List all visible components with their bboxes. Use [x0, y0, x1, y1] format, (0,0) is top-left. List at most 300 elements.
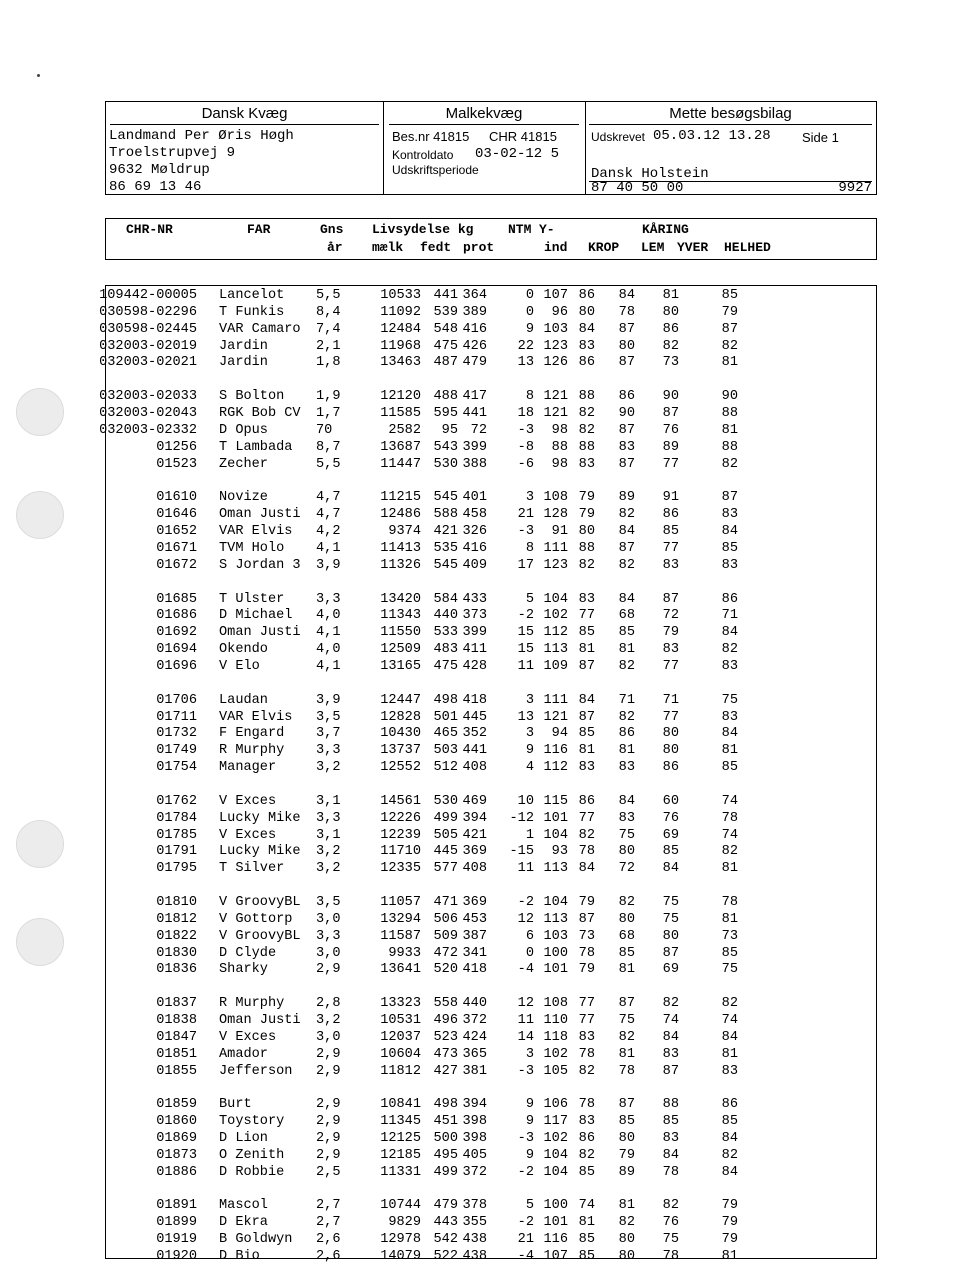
cell-ntm: -2: [517, 1164, 534, 1180]
cell-fedt: 577: [433, 861, 458, 877]
cell-chr-nr: 030598-02296: [99, 304, 197, 320]
cell-gns: 70: [316, 422, 333, 438]
cell-chr-nr: 109442-00005: [99, 288, 197, 303]
cell-yver: 84: [662, 1147, 679, 1163]
table-row: [106, 524, 876, 541]
cell-yver: 86: [662, 507, 679, 523]
cell-fedt: 501: [433, 709, 458, 725]
cell-lem: 84: [618, 793, 635, 809]
cell-krop: 85: [578, 1232, 595, 1248]
cell-yver: 69: [662, 827, 679, 843]
cell-lem: 82: [618, 507, 635, 523]
header-left-title: Dansk Kvæg: [201, 105, 288, 122]
cell-helhed: 81: [721, 1046, 738, 1062]
cell-gns: 2,9: [316, 1147, 341, 1163]
table-row: [106, 962, 876, 979]
cell-gns: 2,9: [316, 1046, 341, 1062]
cell-helhed: 83: [721, 658, 738, 674]
cell-prot: 387: [462, 928, 487, 944]
cell-maelk: 12978: [380, 1232, 421, 1248]
cell-prot: 409: [462, 557, 487, 573]
table-row: [106, 929, 876, 946]
cell-prot: 445: [462, 709, 487, 725]
cell-fedt: 475: [433, 658, 458, 674]
cell-lem: 87: [618, 422, 635, 438]
cell-helhed: 86: [721, 591, 738, 607]
table-row: [106, 760, 876, 777]
cell-prot: 453: [462, 911, 487, 927]
cell-krop: 84: [578, 692, 595, 708]
cell-prot: 441: [462, 743, 487, 759]
cell-far: Novize: [219, 490, 268, 506]
cell-maelk: 11968: [380, 338, 421, 354]
cell-yver: 83: [662, 1130, 679, 1146]
cell-fedt: 471: [433, 894, 458, 910]
cell-krop: 79: [578, 894, 595, 910]
cell-far: VAR Elvis: [219, 709, 293, 725]
cell-gns: 2,8: [316, 996, 341, 1011]
table-row: [106, 1232, 876, 1249]
cell-y-ind: 113: [543, 911, 568, 927]
table-row: [106, 828, 876, 845]
cell-far: B Goldwyn: [219, 1232, 293, 1248]
cell-yver: 85: [662, 1114, 679, 1129]
cell-ntm: 14: [517, 1029, 534, 1045]
cell-ntm: 15: [517, 642, 534, 657]
cell-far: Oman Justi: [219, 625, 301, 641]
cell-ntm: 8: [525, 389, 534, 405]
cell-y-ind: 102: [543, 1046, 568, 1062]
table-row: [106, 912, 876, 929]
cell-chr-nr: 01812: [156, 911, 197, 927]
cell-chr-nr: 01686: [156, 608, 197, 624]
header-right-title: Mette besøgsbilag: [669, 105, 792, 122]
table-row: [106, 743, 876, 760]
cell-chr-nr: 01810: [156, 894, 197, 910]
cell-yver: 80: [662, 304, 679, 320]
cell-lem: 87: [618, 355, 635, 371]
cell-gns: 3,5: [316, 894, 341, 910]
cell-gns: 3,7: [316, 726, 341, 742]
cell-maelk: 12239: [380, 827, 421, 843]
cell-y-ind: 113: [543, 642, 568, 657]
cell-helhed: 79: [721, 1198, 738, 1214]
cell-gns: 3,0: [316, 945, 341, 961]
cell-lem: 81: [618, 1046, 635, 1062]
cell-yver: 78: [662, 1248, 679, 1264]
cell-far: T Funkis: [219, 304, 285, 320]
cell-chr-nr: 01919: [156, 1232, 197, 1248]
cell-chr-nr: 01671: [156, 540, 197, 556]
cell-prot: 398: [462, 1114, 487, 1129]
cell-prot: 479: [462, 355, 487, 371]
cell-maelk: 14079: [380, 1248, 421, 1264]
cell-maelk: 13641: [380, 962, 421, 978]
table-row: [106, 642, 876, 659]
cell-gns: 2,7: [316, 1215, 341, 1231]
cell-maelk: 12552: [380, 760, 421, 775]
cell-chr-nr: 01523: [156, 456, 197, 472]
col-prot: prot: [463, 240, 495, 255]
cell-ntm: 0: [525, 945, 534, 961]
cell-y-ind: 104: [543, 1164, 568, 1180]
cell-far: VAR Camaro: [219, 321, 301, 337]
cell-maelk: 11343: [380, 608, 421, 624]
cell-helhed: 82: [721, 456, 738, 472]
cell-gns: 3,2: [316, 861, 341, 877]
kontroldato-value: 03-02-12 5: [475, 146, 560, 162]
cell-prot: 72: [470, 422, 487, 438]
cell-gns: 1,7: [316, 406, 341, 421]
cell-y-ind: 110: [543, 1012, 568, 1028]
cell-gns: 4,1: [316, 540, 341, 556]
cell-far: Okendo: [219, 642, 268, 657]
cell-gns: 3,3: [316, 591, 341, 607]
cell-maelk: 12185: [380, 1147, 421, 1163]
cell-chr-nr: 01838: [156, 1012, 197, 1028]
cell-helhed: 79: [721, 1215, 738, 1231]
cell-lem: 80: [618, 844, 635, 860]
cell-helhed: 82: [721, 996, 738, 1011]
cell-ntm: 10: [517, 793, 534, 809]
cell-y-ind: 100: [543, 1198, 568, 1214]
cell-prot: 352: [462, 726, 487, 742]
cell-chr-nr: 01696: [156, 658, 197, 674]
cell-fedt: 441: [433, 288, 458, 303]
cell-fedt: 95: [441, 422, 458, 438]
cell-y-ind: 101: [543, 810, 568, 826]
cell-lem: 71: [618, 692, 635, 708]
table-row: [99, 406, 876, 423]
cell-ntm: -3: [517, 1063, 534, 1079]
cell-far: Jardin: [219, 355, 268, 371]
cell-y-ind: 104: [543, 1147, 568, 1163]
cell-ntm: 9: [525, 743, 534, 759]
cell-far: S Jordan 3: [219, 557, 301, 573]
cell-krop: 85: [578, 1164, 595, 1180]
cell-helhed: 81: [721, 911, 738, 927]
cell-chr-nr: 01899: [156, 1215, 197, 1231]
cell-far: D Lion: [219, 1130, 268, 1146]
cell-ntm: 3: [525, 490, 534, 506]
cell-helhed: 82: [721, 338, 738, 354]
breed: Dansk Holstein: [591, 166, 709, 182]
cell-gns: 4,0: [316, 608, 341, 624]
cell-gns: 2,5: [316, 1164, 341, 1180]
cell-gns: 3,5: [316, 709, 341, 725]
chr-label: CHR 41815: [489, 129, 557, 144]
cell-ntm: 0: [525, 288, 534, 303]
cell-fedt: 427: [433, 1063, 458, 1079]
cell-yver: 86: [662, 760, 679, 775]
cell-chr-nr: 01256: [156, 439, 197, 455]
cell-lem: 83: [618, 810, 635, 826]
cell-yver: 84: [662, 861, 679, 877]
cell-gns: 3,0: [316, 1029, 341, 1045]
cell-y-ind: 94: [551, 726, 568, 742]
cell-gns: 4,7: [316, 507, 341, 523]
cell-maelk: 10604: [380, 1046, 421, 1062]
cell-prot: 398: [462, 1130, 487, 1146]
cell-yver: 74: [662, 1012, 679, 1028]
cell-prot: 438: [462, 1248, 487, 1264]
cell-prot: 441: [462, 406, 487, 421]
cell-prot: 381: [462, 1063, 487, 1079]
table-row: [106, 625, 876, 642]
cell-far: D Robbie: [219, 1164, 285, 1180]
cell-prot: 326: [462, 524, 487, 539]
cell-lem: 78: [618, 304, 635, 320]
cell-fedt: 498: [433, 1097, 458, 1113]
cell-yver: 80: [662, 743, 679, 759]
cell-chr-nr: 01836: [156, 962, 197, 978]
cell-maelk: 10430: [380, 726, 421, 742]
cell-maelk: 11550: [380, 625, 421, 641]
cell-y-ind: 103: [543, 928, 568, 944]
table-row: [106, 895, 876, 912]
cell-krop: 84: [578, 861, 595, 877]
cell-yver: 75: [662, 1232, 679, 1248]
cell-lem: 87: [618, 321, 635, 337]
col-chr-nr: CHR-NR: [126, 222, 173, 237]
cell-maelk: 11413: [380, 540, 421, 556]
cell-krop: 80: [578, 524, 595, 539]
cell-y-ind: 116: [543, 1232, 568, 1248]
cell-lem: 84: [618, 288, 635, 303]
cell-lem: 72: [618, 861, 635, 877]
cell-fedt: 539: [433, 304, 458, 320]
cell-ntm: 0: [525, 304, 534, 320]
cell-helhed: 85: [721, 760, 738, 775]
cell-maelk: 11092: [380, 304, 421, 320]
table-row: [106, 558, 876, 575]
cell-lem: 80: [618, 1130, 635, 1146]
binder-hole-3: [16, 820, 64, 868]
cell-far: F Engard: [219, 726, 285, 742]
cell-chr-nr: 01672: [156, 557, 197, 573]
binder-hole-1: [16, 388, 64, 436]
cell-prot: 405: [462, 1147, 487, 1163]
cell-krop: 79: [578, 507, 595, 523]
table-row: [99, 355, 876, 372]
cell-maelk: 11710: [380, 844, 421, 860]
cell-far: TVM Holo: [219, 540, 285, 556]
cell-y-ind: 116: [543, 743, 568, 759]
cell-yver: 82: [662, 338, 679, 354]
cell-lem: 86: [618, 726, 635, 742]
cell-ntm: 3: [525, 726, 534, 742]
cell-gns: 2,9: [316, 1097, 341, 1113]
cell-ntm: 18: [517, 406, 534, 421]
table-row: [106, 946, 876, 963]
table-row: [106, 490, 876, 507]
cell-y-ind: 102: [543, 608, 568, 624]
cell-y-ind: 88: [551, 439, 568, 455]
besnr-label: Bes.nr 41815: [392, 129, 470, 144]
cell-helhed: 85: [721, 540, 738, 556]
cell-fedt: 421: [433, 524, 458, 539]
cell-krop: 88: [578, 439, 595, 455]
cell-maelk: 13165: [380, 658, 421, 674]
cell-ntm: 13: [517, 709, 534, 725]
cell-gns: 2,9: [316, 962, 341, 978]
table-row: [106, 1165, 876, 1182]
col-far: FAR: [247, 222, 271, 237]
cell-far: D Bio: [219, 1248, 260, 1264]
cell-ntm: 12: [517, 911, 534, 927]
cell-lem: 82: [618, 557, 635, 573]
binder-hole-2: [16, 491, 64, 539]
cell-gns: 3,2: [316, 1012, 341, 1028]
cell-ntm: 3: [525, 692, 534, 708]
cell-prot: 399: [462, 439, 487, 455]
cell-lem: 81: [618, 743, 635, 759]
cell-prot: 440: [462, 996, 487, 1011]
cell-far: RGK Bob CV: [219, 406, 301, 421]
cell-y-ind: 106: [543, 1097, 568, 1113]
cell-gns: 4,1: [316, 658, 341, 674]
cell-helhed: 87: [721, 321, 738, 337]
cell-yver: 77: [662, 456, 679, 472]
cell-y-ind: 113: [543, 861, 568, 877]
cell-ntm: -2: [517, 894, 534, 910]
cell-yver: 88: [662, 1097, 679, 1113]
udskrevet-label: Udskrevet: [591, 130, 646, 144]
cell-ntm: 5: [525, 591, 534, 607]
cell-maelk: 9829: [388, 1215, 421, 1231]
cell-lem: 85: [618, 945, 635, 961]
cell-far: Laudan: [219, 692, 268, 708]
cell-krop: 78: [578, 945, 595, 961]
cell-gns: 3,3: [316, 743, 341, 759]
cell-lem: 81: [618, 642, 635, 657]
cell-krop: 79: [578, 490, 595, 506]
cell-krop: 87: [578, 911, 595, 927]
cell-fedt: 445: [433, 844, 458, 860]
cell-maelk: 13737: [380, 743, 421, 759]
cell-gns: 8,7: [316, 439, 341, 455]
cell-far: Amador: [219, 1046, 268, 1062]
cell-chr-nr: 01646: [156, 507, 197, 523]
cell-maelk: 12226: [380, 810, 421, 826]
cell-yver: 81: [662, 288, 679, 303]
farmer-phone: 86 69 13 46: [109, 179, 202, 195]
cell-lem: 87: [618, 540, 635, 556]
cell-chr-nr: 01685: [156, 591, 197, 607]
cell-gns: 2,6: [316, 1248, 341, 1264]
cell-ntm: 11: [517, 658, 534, 674]
cell-yver: 90: [662, 389, 679, 405]
cell-yver: 76: [662, 810, 679, 826]
table-row: [106, 861, 876, 878]
cell-prot: 426: [462, 338, 487, 354]
cell-chr-nr: 032003-02019: [99, 338, 197, 354]
cell-krop: 78: [578, 1097, 595, 1113]
cell-yver: 85: [662, 524, 679, 539]
cell-gns: 3,1: [316, 827, 341, 843]
cell-far: V Gottorp: [219, 911, 293, 927]
cell-krop: 83: [578, 456, 595, 472]
cell-fedt: 530: [433, 456, 458, 472]
cell-maelk: 11447: [380, 456, 421, 472]
cell-prot: 416: [462, 321, 487, 337]
cell-fedt: 483: [433, 642, 458, 657]
cell-prot: 355: [462, 1215, 487, 1231]
cell-prot: 389: [462, 304, 487, 320]
table-row: [99, 288, 876, 305]
cell-helhed: 71: [721, 608, 738, 624]
cell-chr-nr: 01610: [156, 490, 197, 506]
cell-gns: 2,9: [316, 1063, 341, 1079]
cell-far: T Silver: [219, 861, 285, 877]
cell-chr-nr: 01784: [156, 810, 197, 826]
cell-maelk: 10533: [380, 288, 421, 303]
cell-far: R Murphy: [219, 743, 285, 759]
cell-chr-nr: 032003-02332: [99, 422, 197, 438]
cell-ntm: 17: [517, 557, 534, 573]
cell-far: O Zenith: [219, 1147, 285, 1163]
cell-yver: 60: [662, 793, 679, 809]
cell-y-ind: 123: [543, 557, 568, 573]
cell-y-ind: 121: [543, 709, 568, 725]
cell-gns: 5,5: [316, 288, 341, 303]
cell-maelk: 13687: [380, 439, 421, 455]
cell-lem: 78: [618, 1063, 635, 1079]
cell-fedt: 558: [433, 996, 458, 1011]
cell-lem: 68: [618, 928, 635, 944]
cell-chr-nr: 01860: [156, 1114, 197, 1129]
cell-helhed: 81: [721, 861, 738, 877]
cell-krop: 86: [578, 355, 595, 371]
cell-krop: 88: [578, 389, 595, 405]
cell-fedt: 533: [433, 625, 458, 641]
cell-lem: 82: [618, 1029, 635, 1045]
cell-y-ind: 115: [543, 793, 568, 809]
cell-y-ind: 128: [543, 507, 568, 523]
cell-fedt: 500: [433, 1130, 458, 1146]
cell-ntm: -3: [517, 422, 534, 438]
cell-prot: 408: [462, 760, 487, 775]
cell-gns: 4,1: [316, 625, 341, 641]
cell-lem: 81: [618, 962, 635, 978]
cell-ntm: 3: [525, 1046, 534, 1062]
cell-lem: 83: [618, 439, 635, 455]
col-krop: KROP: [588, 240, 620, 255]
cell-far: T Lambada: [219, 439, 293, 455]
cell-fedt: 545: [433, 557, 458, 573]
cell-prot: 378: [462, 1198, 487, 1214]
cell-maelk: 13463: [380, 355, 421, 371]
cell-gns: 3,1: [316, 793, 341, 809]
advisor-phone: 87 40 50 00: [591, 180, 684, 196]
cell-fedt: 465: [433, 726, 458, 742]
cell-chr-nr: 032003-02043: [99, 406, 197, 421]
cell-maelk: 12335: [380, 861, 421, 877]
cell-lem: 82: [618, 1215, 635, 1231]
cell-prot: 416: [462, 540, 487, 556]
cell-krop: 86: [578, 288, 595, 303]
cell-lem: 84: [618, 591, 635, 607]
cell-maelk: 11345: [380, 1114, 421, 1129]
cell-maelk: 11331: [380, 1164, 421, 1180]
udskrevet-value: 05.03.12 13.28: [653, 128, 771, 144]
cell-ntm: 9: [525, 1147, 534, 1163]
cell-helhed: 88: [721, 439, 738, 455]
cell-yver: 82: [662, 996, 679, 1011]
cell-fedt: 588: [433, 507, 458, 523]
header-left: [106, 102, 383, 194]
table-row: [106, 996, 876, 1013]
